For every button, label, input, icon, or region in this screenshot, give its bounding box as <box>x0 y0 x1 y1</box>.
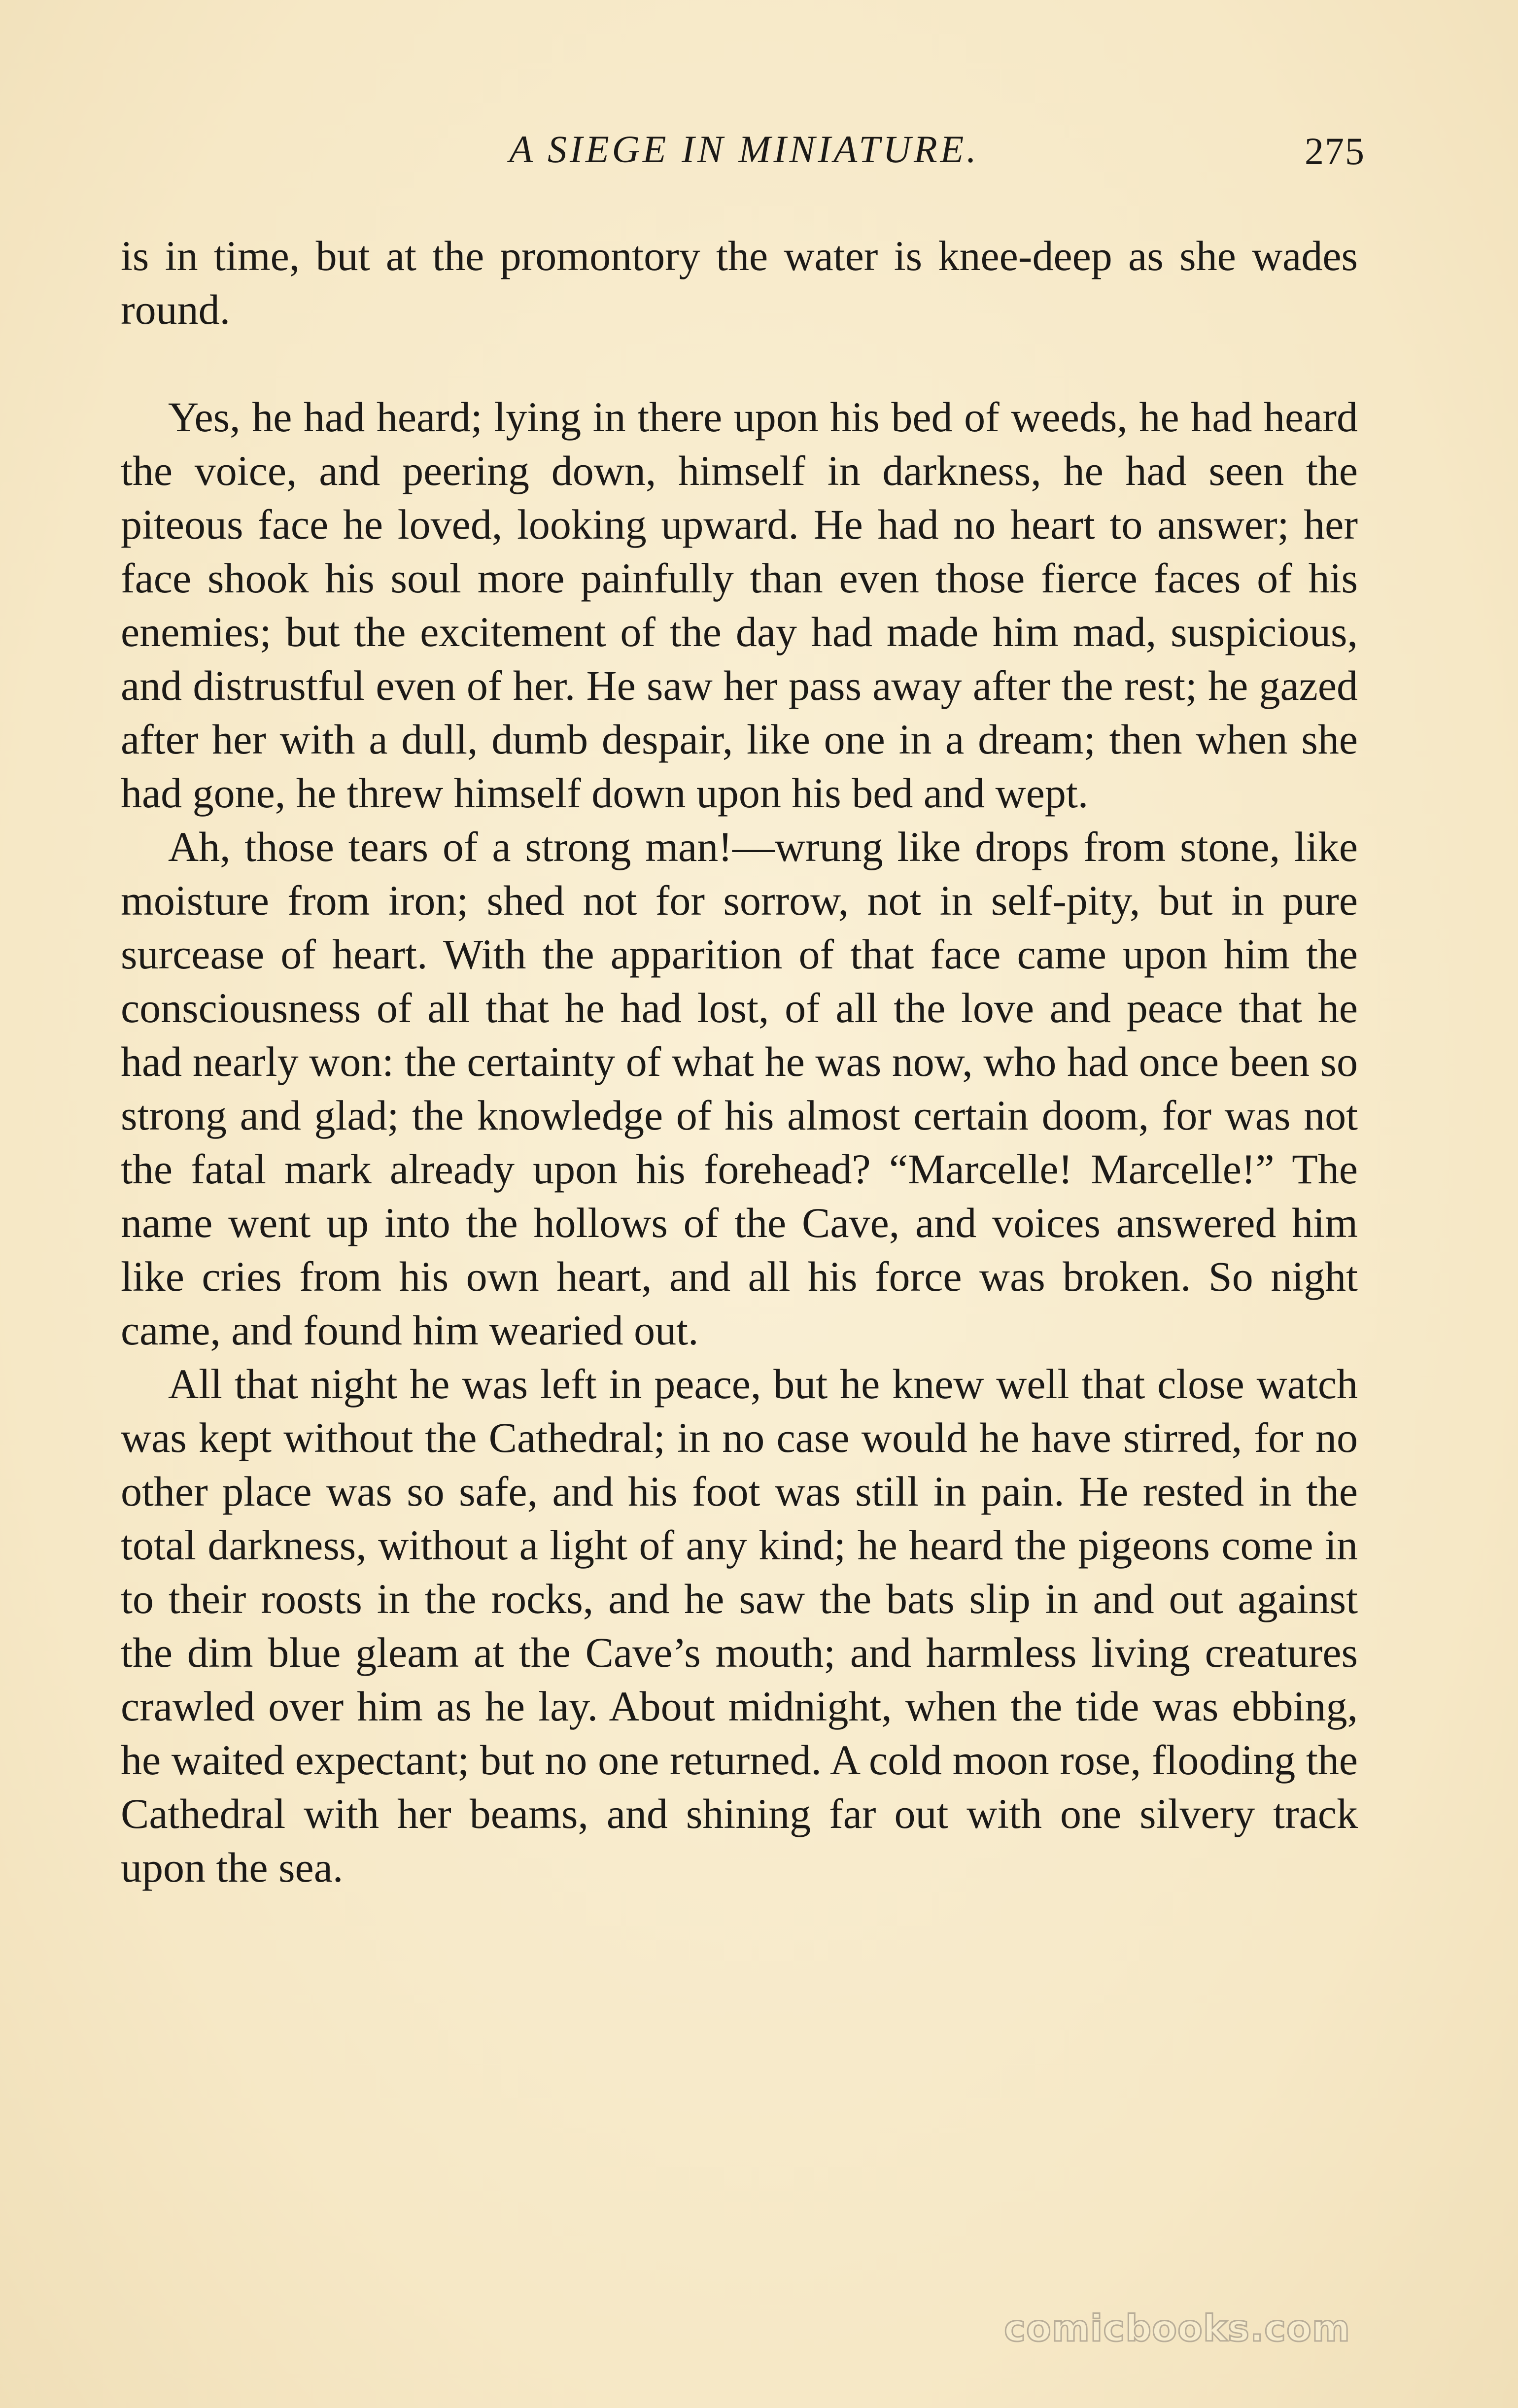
paragraph: Ah, those tears of a strong man!—wrung like drops from stone, like moisture from iron; shed not for sorrow, not in self-pity, but in pure surcease of heart. With the apparition of that face came upon him the consciousness of all that he had lost, of all the love and peace that he had nearly won: the certainty of what he was now, who had once been so strong and glad; the knowledge of his almost certain doom, for was not the fatal mark already upon his forehead? “Marcelle! Marcelle!” The name went up into the hollows of the Cave, and voices answered him like cries from his own heart, and all his force was broken. So night came, and found him wearied out. <box>121 823 1358 1354</box>
paragraph-gap <box>121 337 1358 390</box>
paragraph: All that night he was left in peace, but he knew well that close watch was kept without the Cathedral; in no case would he have stirred, for no other place was so safe, and his foot was still in pain. He rested in the total darkness, without a light of any kind; he heard the pigeons come in to their roosts in the rocks, and he saw the bats slip in and out against the dim blue gleam at the Cave’s mouth; and harmless living creatures crawled over him as he lay. About midnight, when the tide was ebbing, he waited expectant; but no one returned. A cold moon rose, flooding the Cathedral with her beams, and shining far out with one silvery track upon the sea. <box>121 1360 1358 1891</box>
running-head: A SIEGE IN MINIATURE. <box>509 128 979 171</box>
paragraph-continued: is in time, but at the promontory the water is knee-deep as she wades round. <box>121 232 1358 333</box>
page-header <box>123 123 1365 182</box>
paragraph: Yes, he had heard; lying in there upon his bed of weeds, he had heard the voice, and peering down, himself in darkness, he had seen the piteous face he loved, looking upward. He had no heart to answer; her face shook his soul more painfully than even those fierce faces of his enemies; but the excitement of the day had made him mad, suspicious, and distrustful even of her. He saw her pass away after the rest; he gazed after her with a dull, dumb despair, like one in a dream; then when she had gone, he threw himself down upon his bed and wept. <box>121 393 1358 817</box>
body-text <box>121 229 1358 1894</box>
watermark-logo: comicbooks.com <box>1004 2307 1350 2350</box>
page-number: 275 <box>1305 130 1365 172</box>
